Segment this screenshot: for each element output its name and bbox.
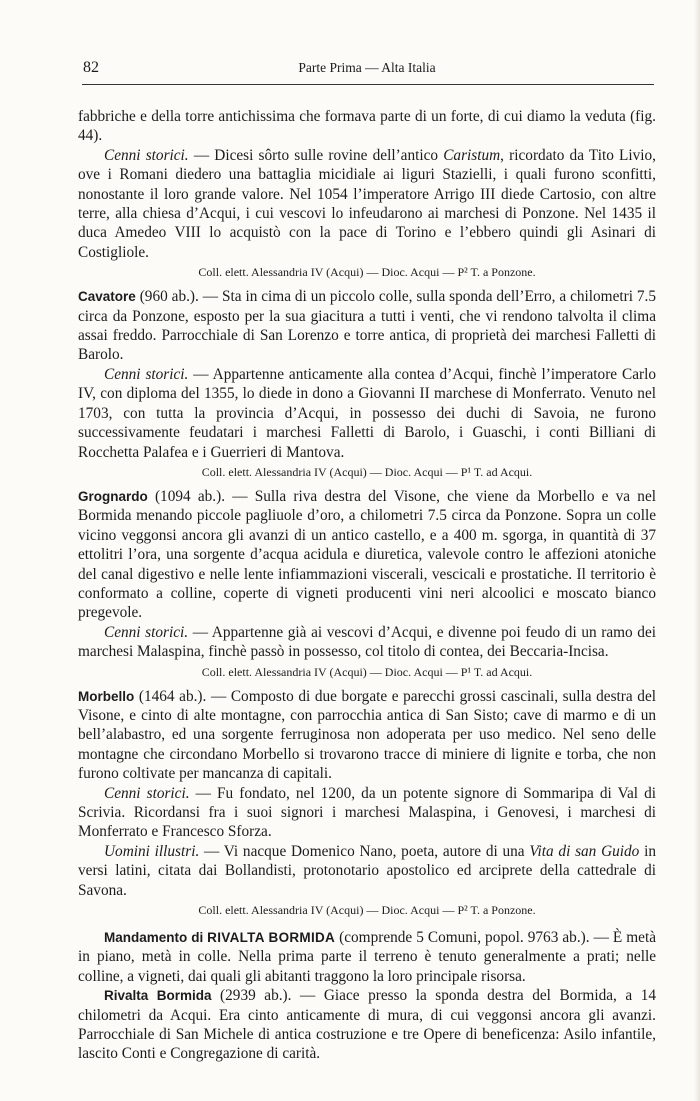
cenni-storici-label: Cenni storici. xyxy=(104,146,189,164)
cenni-storici-label: Cenni storici. xyxy=(104,784,190,802)
coll-elett-line: Coll. elett. Alessandria IV (Acqui) — Dioc. Acqui — P² T. a Ponzone. xyxy=(198,265,536,280)
paragraph-cenni-morbello: Cenni storici. — Fu fondato, nel 1200, da un potente signore di Sommaripa di Val di Scrivia. Ricordansi fra i suoi signori i marchesi Malaspina, i Genovesi, i marchesi di Monferrato e Francesco Sforza. xyxy=(78,784,656,841)
paragraph-cenni-cartosio: Cenni storici. — Dicesi sôrto sulle rovine dell’antico Caristum, ricordato da Tito Livio, ove i Romani diedero una battaglia micidiale ai liguri Stazielli, i quali furono sconfitti, nonostante il loro grande valore. Nel 1054 l’imperatore Arrigo III diede Cartosio, con altre terre, alla chiesa d’Acqui, i cui vescovi lo infeudarono ai marchesi di Ponzone. Nel 1435 il duca Amedeo VIII lo acquistò con la pace di Torino e l’ebbero quindi gli Asinari di Costigliole. xyxy=(78,146,656,261)
mandamento-name: RIVALTA BORMIDA xyxy=(207,930,336,946)
coll-elett-line: Coll. elett. Alessandria IV (Acqui) — Dioc. Acqui — P² T. a Ponzone. xyxy=(198,903,536,918)
place-name-morbello: Morbello xyxy=(78,688,135,704)
running-title: Parte Prima — Alta Italia xyxy=(298,60,436,75)
place-name-cavatore: Cavatore xyxy=(78,289,136,305)
paragraph-cenni-cavatore: Cenni storici. — Appartenne anticamente alla contea d’Acqui, finchè l’imperatore Carlo IV, con diploma del 1355, lo diede in dono a Giovanni II marchese di Monferrato. Venuto nel 1703, con tutta la provincia d’Acqui, in possesso dei duchi di Savoia, ne furono successivamente feudatari i marchesi Falletti di Barolo, i Guaschi, i conti Billiani di Rocchetta Palafea e i Guerrieri di Mantova. xyxy=(78,365,656,461)
place-name-grognardo: Grognardo xyxy=(78,488,148,504)
entry-grognardo: Grognardo (1094 ab.). — Sulla riva destra del Visone, che viene da Morbello e va nel Bormida menando piccole pagliuole d’oro, a chilometri 7.5 circa da Ponzone. Sopra un colle vicino veggonsi ancora gli avanzi di un antico castello, e a 400 m. sgorga, in quantità di 37 ettolitri l’ora, una sorgente d’acqua acidula e diuretica, valevole contro le affezioni atoniche del canal digestivo e nelle lente infiammazioni viscerali, vescicali e prostatiche. Il territorio è conformato a colline, coperte di vigneti producenti vini neri alcoolici e moscato bianco pregevole. xyxy=(78,487,656,622)
cenni-storici-label: Cenni storici. xyxy=(104,623,189,641)
place-name-rivalta: Rivalta Bormida xyxy=(104,988,212,1004)
entry-cavatore: Cavatore (960 ab.). — Sta in cima di un piccolo colle, sulla sponda dell’Erro, a chilometri 7.5 circa da Ponzone, esposto per la sua giacitura a tutti i venti, che vi rendono talvolta il clima assai freddo. Parrocchiale di San Lorenzo e torre antica, di proprietà dei marchesi Falletti di Barolo. xyxy=(78,288,656,364)
paragraph-cenni-grognardo: Cenni storici. — Appartenne già ai vescovi d’Acqui, e divenne poi feudo di un ramo dei marchesi Malaspina, finchè passò in possesso, col titolo di contea, dei Beccaria-Incisa. xyxy=(78,623,656,661)
entry-morbello: Morbello (1464 ab.). — Composto di due borgate e parecchi grossi cascinali, sulla destra del Visone, e cinto di alte montagne, con parrocchia antica di San Sisto; cave di marmo e di un bell’alabastro, ed una sorgente ferruginosa non adoperata per uso medico. Nel seno delle montagne che circondano Morbello si trovarono tracce di miniere di lignite e torba, che non furono coltivate per mancanza di capitali. xyxy=(78,687,656,783)
entry-mandamento-rivalta: Mandamento di RIVALTA BORMIDA (comprende 5 Comuni, popol. 9763 ab.). — È metà in piano, metà in colle. Nella prima parte il terreno è tenuto generalmente a prati; nelle colline, a vigneti, dai quali gli abitanti traggono la loro principale risorsa. xyxy=(78,929,657,985)
page-edge-shadow xyxy=(694,0,700,1101)
paragraph-uomini-illustri: Uomini illustri. — Vi nacque Domenico Nano, poeta, autore di una Vita di san Guido in versi latini, citata dai Bollandisti, protonotario apostolico ed arciprete della cattedrale di Savona. xyxy=(78,842,656,899)
caristum-term: Caristum xyxy=(443,146,501,164)
entry-rivalta-bormida: Rivalta Bormida (2939 ab.). — Giace presso la sponda destra del Bormida, a 14 chilometri da Acqui. Era cinto anticamente di mura, di cui veggonsi ancora gli avanzi. Parrocchiale di San Michele di antica costruzione e tre Opere di beneficenza: Asilo infantile, lascito Conti e Congregazione di carità. xyxy=(78,987,657,1063)
running-head xyxy=(78,56,656,80)
cenni-storici-label: Cenni storici. xyxy=(104,365,189,383)
page-number: 82 xyxy=(83,59,99,76)
body-text xyxy=(78,107,656,1064)
page xyxy=(78,56,656,1064)
coll-elett-line: Coll. elett. Alessandria IV (Acqui) — Dioc. Acqui — P¹ T. ad Acqui. xyxy=(201,464,533,479)
paragraph-intro: fabbriche e della torre antichissima che formava parte di un forte, di cui diamo la veduta (fig. 44). xyxy=(78,108,656,145)
mandamento-prefix: Mandamento di xyxy=(104,930,208,946)
work-title: Vita di san Guido xyxy=(529,842,640,860)
coll-elett-line: Coll. elett. Alessandria IV (Acqui) — Dioc. Acqui — P¹ T. ad Acqui. xyxy=(201,664,533,679)
header-rule xyxy=(82,84,654,85)
uomini-illustri-label: Uomini illustri. xyxy=(104,842,200,860)
